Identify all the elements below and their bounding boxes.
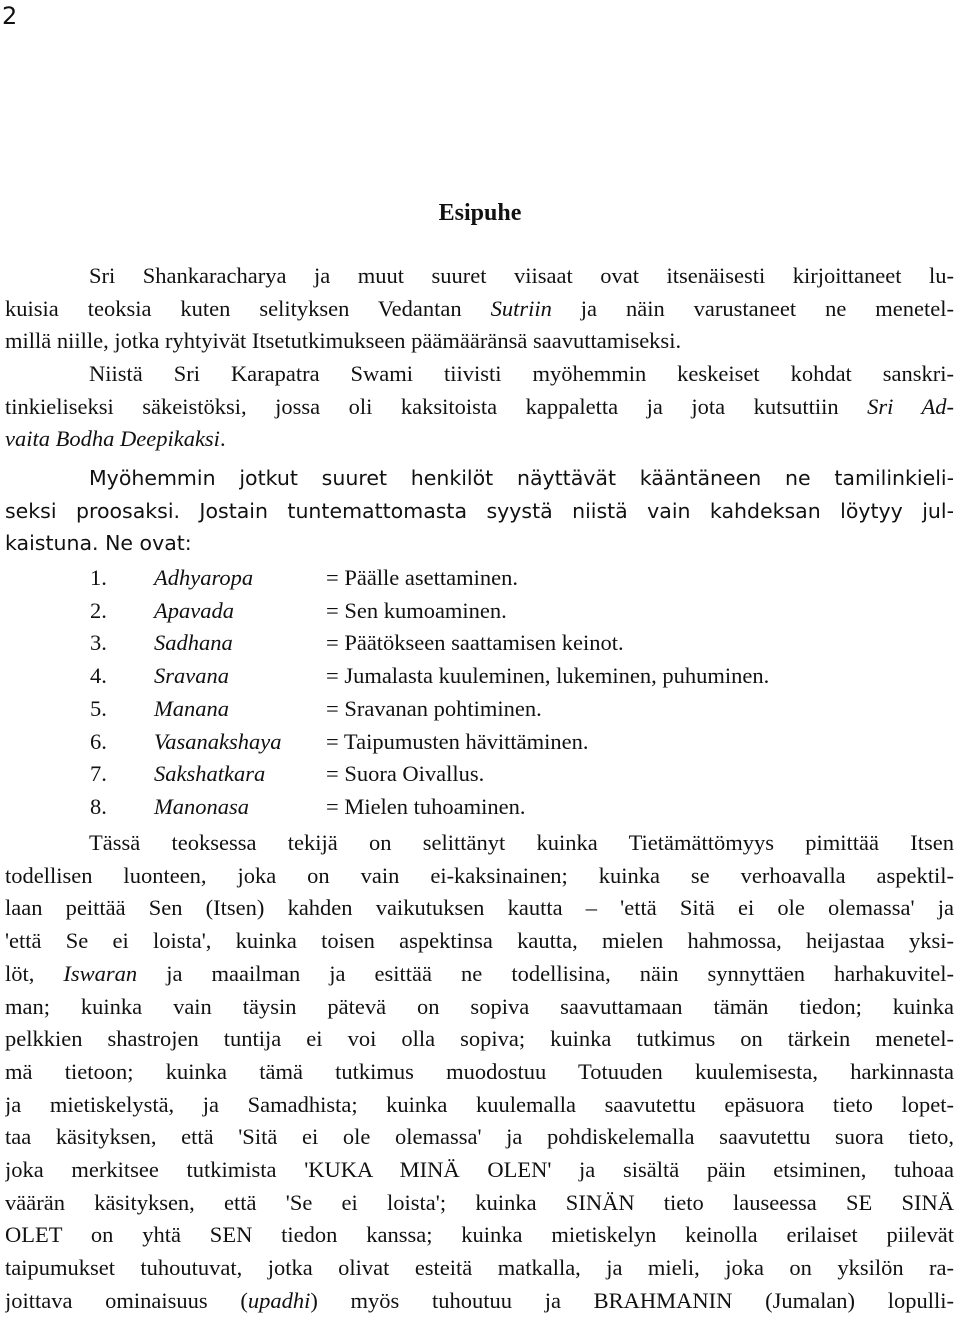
- list-item: 7. Sakshatkara = Suora Oivallus.: [90, 761, 485, 787]
- page-title: Esipuhe: [438, 200, 522, 226]
- text-line: 'että Se ei loista', kuinka toisen aspektinsa kautta, mielen hahmossa, heijastaa yksi-: [5, 928, 954, 954]
- text-line: mä tietoon; kuinka tämä tutkimus muodostuu Totuuden kuulemisesta, harkinnasta: [5, 1058, 954, 1084]
- text-line: Tässä teoksessa tekijä on selittänyt kuinka Tietämättömyys pimittää Itsen: [89, 830, 954, 855]
- text-line: kaistuna. Ne ovat:: [5, 531, 192, 556]
- list-item: 4. Sravana = Jumalasta kuuleminen, lukeminen, puhuminen.: [90, 663, 770, 689]
- text-line: tinkieliseksi säkeistöksi, jossa oli kaksitoista kappaletta ja jota kutsuttiin Sri Ad-: [5, 393, 954, 419]
- paragraph-intro: [5, 260, 954, 358]
- text-line: seksi proosaksi. Jostain tuntemattomasta syystä niistä vain kahdeksan löytyy jul-: [5, 498, 954, 523]
- text-line: ja mietiskelystä, ja Samadhista; kuinka kuulemalla saavutettu epäsuora tieto lopet-: [5, 1091, 954, 1117]
- list-item: 2. Apavada = Sen kumoaminen.: [90, 597, 507, 623]
- paragraph-tamil: [5, 462, 954, 560]
- text-line: pelkkien shastrojen tuntija ei voi olla sopiva; kuinka tutkimus on tärkein menetel-: [5, 1026, 954, 1052]
- list-item: 1. Adhyaropa = Päälle asettaminen.: [90, 565, 518, 590]
- text-line: laan peittää Sen (Itsen) kahden vaikutuksen kautta – 'että Sitä ei ole olemassa' ja: [5, 895, 954, 921]
- paragraph-karapatra: [5, 358, 954, 456]
- paragraph-explanation: [5, 827, 954, 1318]
- list-item: 5. Manana = Sravanan pohtiminen.: [90, 695, 542, 721]
- stages-list: [90, 562, 769, 824]
- text-line: man; kuinka vain täysin pätevä on sopiva saavuttamaan tämän tiedon; kuinka: [5, 993, 954, 1019]
- list-item: 6. Vasanakshaya = Taipumusten hävittäminen.: [90, 728, 589, 754]
- text-line: kuisia teoksia kuten selityksen Vedantan Sutriin ja näin varustaneet ne menetel-: [5, 295, 954, 321]
- text-line: todellisen luonteen, joka on vain ei-kaksinainen; kuinka se verhoavalla aspektil-: [5, 862, 954, 888]
- list-item: 3. Sadhana = Päätökseen saattamisen keinot.: [90, 630, 624, 656]
- list-item: 8. Manonasa = Mielen tuhoaminen.: [90, 793, 526, 819]
- page-number: 2: [2, 2, 18, 30]
- text-line: Myöhemmin jotkut suuret henkilöt näyttävät kääntäneen ne tamilinkieli-: [89, 466, 954, 490]
- text-line: Sri Shankaracharya ja muut suuret viisaat ovat itsenäisesti kirjoittaneet lu-: [89, 263, 954, 288]
- text-line: OLET on yhtä SEN tiedon kanssa; kuinka mietiskelyn keinolla erilaiset piilevät: [5, 1222, 954, 1248]
- text-line: millä niille, jotka ryhtyivät Itsetutkimukseen päämääränsä saavuttamiseksi.: [5, 328, 682, 354]
- text-line: joka merkitsee tutkimista 'KUKA MINÄ OLEN' ja sisältä päin etsiminen, tuhoaa: [5, 1157, 954, 1183]
- text-line: väärän käsityksen, että 'Se ei loista'; kuinka SINÄN tieto lauseessa SE SINÄ: [5, 1189, 954, 1215]
- text-line: vaita Bodha Deepikaksi.: [5, 426, 226, 452]
- text-line: Niistä Sri Karapatra Swami tiivisti myöhemmin keskeiset kohdat sanskri-: [89, 361, 954, 386]
- text-line: taa käsityksen, että 'Sitä ei ole olemassa' ja pohdiskelemalla saavutettu suora tieto,: [5, 1124, 954, 1150]
- text-line: taipumukset tuhoutuvat, jotka olivat esteitä matkalla, ja mieli, joka on yksilön ra-: [5, 1255, 954, 1281]
- text-line: joittava ominaisuus (upadhi) myös tuhoutuu ja BRAHMANIN (Jumalan) lopulli-: [5, 1287, 954, 1313]
- text-line: löt, Iswaran ja maailman ja esittää ne todellisina, näin synnyttäen harhakuvitel-: [5, 960, 954, 986]
